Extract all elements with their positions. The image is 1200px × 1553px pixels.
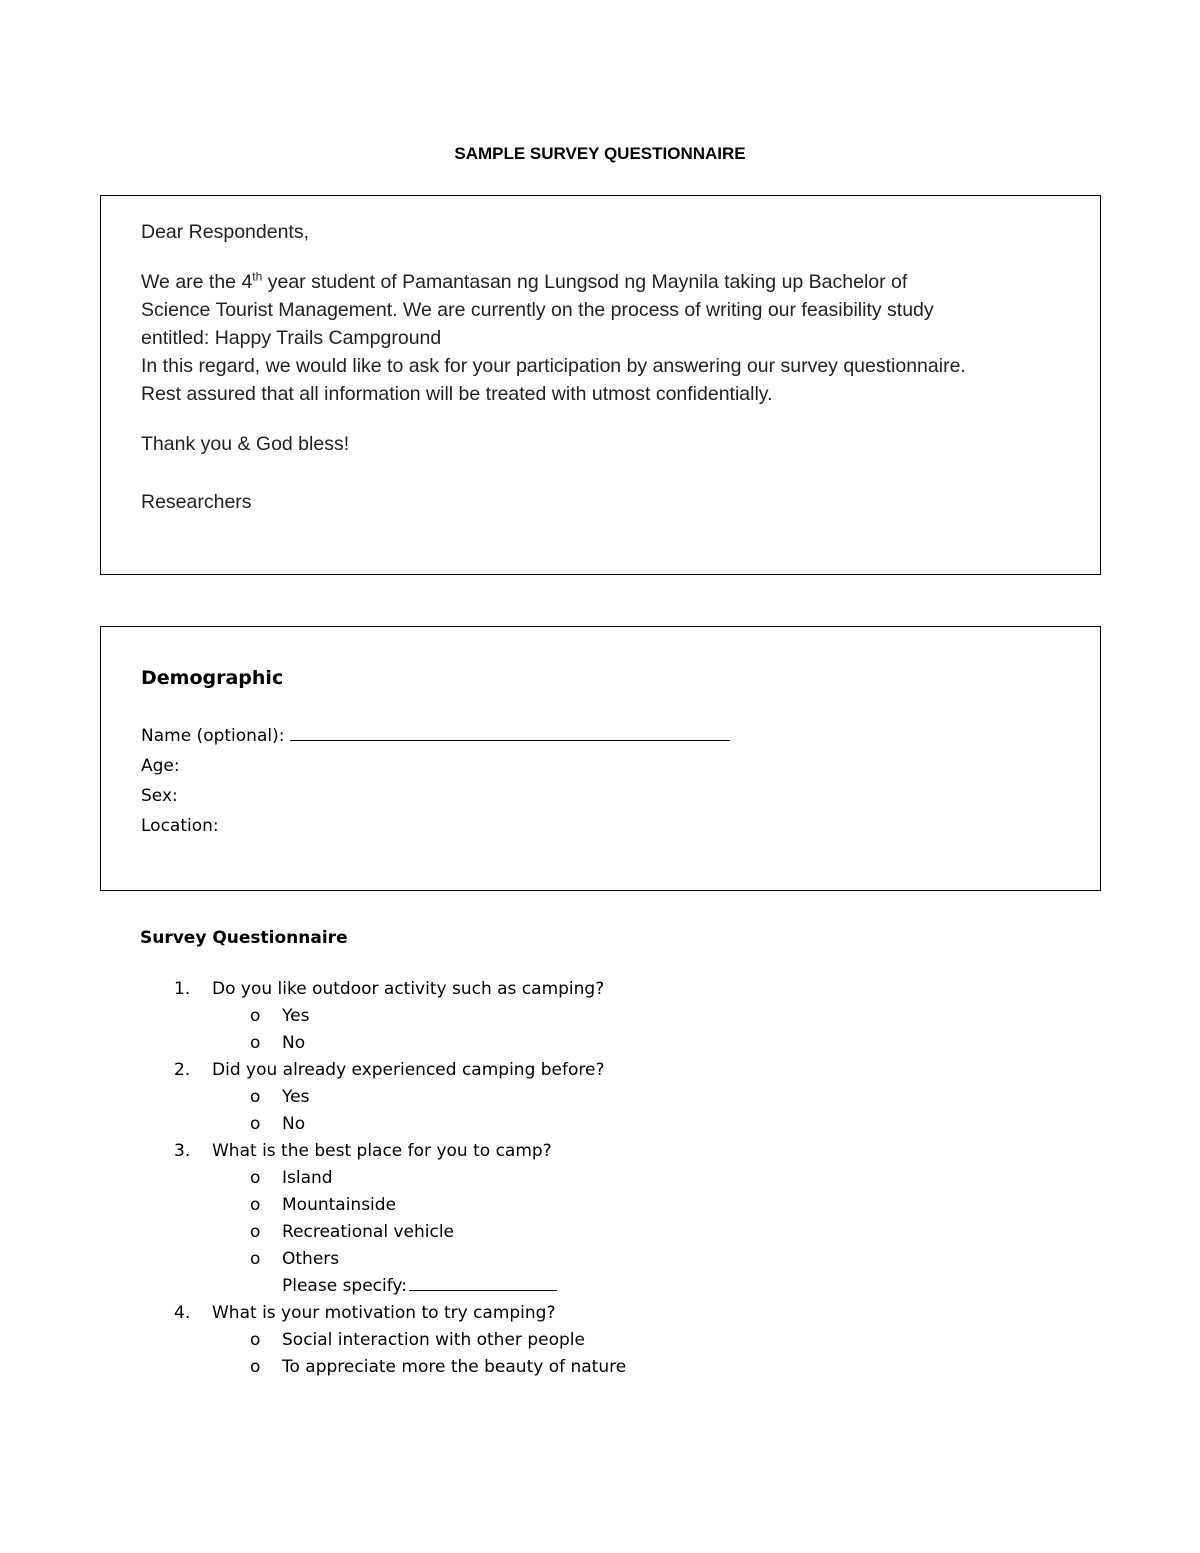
option-label: Mountainside	[282, 1195, 397, 1215]
option-label: Island	[282, 1168, 333, 1188]
letter-intro-line-1	[141, 268, 1071, 296]
question-number: 1.	[174, 979, 191, 999]
circle-bullet-icon: o	[250, 1087, 261, 1107]
name-field	[141, 721, 730, 751]
option-item[interactable]	[140, 1111, 348, 1138]
question-1	[140, 976, 605, 1003]
question-text: Do you like outdoor activity such as camping?	[212, 979, 605, 999]
option-label: Social interaction with other people	[282, 1330, 585, 1350]
circle-bullet-icon: o	[250, 1195, 261, 1215]
letter-spacer	[141, 408, 1071, 430]
circle-bullet-icon: o	[250, 1357, 261, 1377]
option-item[interactable]	[140, 1246, 348, 1273]
option-label: Recreational vehicle	[282, 1222, 455, 1242]
option-item[interactable]	[140, 1327, 585, 1354]
option-label: No	[282, 1033, 306, 1053]
question-text: What is the best place for you to camp?	[212, 1141, 552, 1161]
document-title: SAMPLE SURVEY QUESTIONNAIRE	[454, 144, 746, 163]
letter-thanks: Thank you & God bless!	[141, 433, 350, 455]
circle-bullet-icon: o	[250, 1033, 261, 1053]
option-label: Others	[282, 1249, 340, 1269]
question-3	[140, 1138, 552, 1165]
option-item[interactable]	[140, 1003, 348, 1030]
option-label: To appreciate more the beauty of nature	[282, 1357, 627, 1377]
circle-bullet-icon: o	[250, 1006, 261, 1026]
question-number: 2.	[174, 1060, 191, 1080]
demographic-heading: Demographic	[141, 667, 284, 689]
option-item[interactable]	[140, 1354, 627, 1381]
letter-intro-line-3: entitled: Happy Trails Campground	[141, 327, 442, 349]
option-item[interactable]	[140, 1165, 348, 1192]
age-field	[141, 751, 730, 781]
option-item[interactable]	[140, 1084, 348, 1111]
circle-bullet-icon: o	[250, 1222, 261, 1242]
letter-request-line-2: Rest assured that all information will be treated with utmost confidentially.	[141, 383, 773, 405]
question-text: What is your motivation to try camping?	[212, 1303, 556, 1323]
option-label: Yes	[282, 1006, 310, 1026]
question-4	[140, 1300, 556, 1327]
option-label: No	[282, 1114, 306, 1134]
cover-letter	[141, 218, 1071, 516]
specify-blank-line[interactable]	[409, 1273, 557, 1291]
sex-label: Sex:	[141, 786, 178, 806]
question-text: Did you already experienced camping before?	[212, 1060, 605, 1080]
demographic-section	[141, 667, 730, 841]
option-item[interactable]	[140, 1219, 455, 1246]
question-number: 3.	[174, 1141, 191, 1161]
option-item[interactable]	[140, 1192, 397, 1219]
survey-section	[140, 928, 627, 1381]
circle-bullet-icon: o	[250, 1249, 261, 1269]
sex-field	[141, 781, 730, 811]
circle-bullet-icon: o	[250, 1168, 261, 1188]
location-label: Location:	[141, 816, 219, 836]
specify-field	[140, 1273, 407, 1300]
letter-intro-start: We are the 4	[141, 271, 253, 293]
name-blank-line[interactable]	[290, 722, 730, 741]
circle-bullet-icon: o	[250, 1114, 261, 1134]
survey-heading: Survey Questionnaire	[140, 928, 348, 948]
ordinal-suffix: th	[252, 269, 263, 284]
letter-greeting: Dear Respondents,	[141, 221, 310, 243]
letter-spacer	[141, 246, 1071, 268]
age-label: Age:	[141, 756, 180, 776]
option-label: Yes	[282, 1087, 310, 1107]
letter-intro-line-2: Science Tourist Management. We are currently on the process of writing our feasibility study	[141, 299, 934, 321]
circle-bullet-icon: o	[250, 1330, 261, 1350]
cover-letter-box	[100, 195, 1101, 575]
demographic-box	[100, 626, 1101, 891]
specify-wrapper	[282, 1273, 557, 1300]
name-label: Name (optional):	[141, 726, 285, 746]
letter-signature: Researchers	[141, 491, 252, 513]
location-field	[141, 811, 730, 841]
specify-label: Please specify:	[282, 1276, 407, 1296]
option-item[interactable]	[140, 1030, 348, 1057]
question-2	[140, 1057, 605, 1084]
letter-request-line-1: In this regard, we would like to ask for your participation by answering our survey questionnaire.	[141, 355, 966, 377]
letter-spacer	[141, 458, 1071, 488]
letter-intro-end: year student of Pamantasan ng Lungsod ng Maynila taking up Bachelor of	[262, 271, 908, 293]
question-number: 4.	[174, 1303, 191, 1323]
